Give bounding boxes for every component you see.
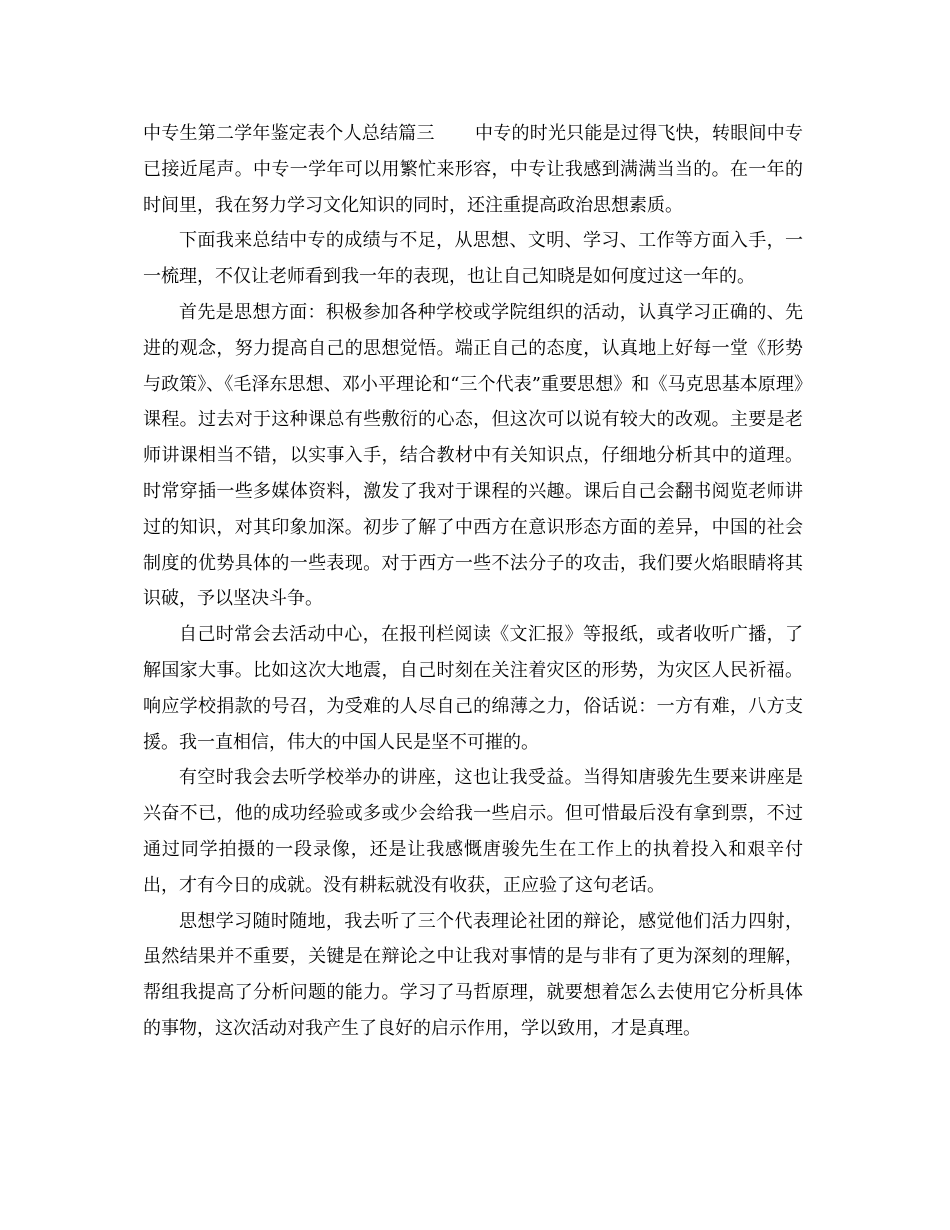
paragraph-3: 首先是思想方面：积极参加各种学校或学院组织的活动，认真学习正确的、先进的观念，努力提高自己的思想觉悟。端正自己的态度，认真地上好每一堂《形势与政策》、《毛泽东思想、邓小平理论和“三个代表”重要思想》和《马克思基本原理》课程。过去对于这种课总有些敷衍的心态，但这次可以说有较大的改观。主要是老师讲课相当不错，以实事入手，结合教材中有关知识点，仔细地分析其中的道理。时常穿插一些多媒体资料，激发了我对于课程的兴趣。课后自己会翻书阅览老师讲过的知识，对其印象加深。初步了解了中西方在意识形态方面的差异，中国的社会制度的优势具体的一些表现。对于西方一些不法分子的攻击，我们要火焰眼睛将其识破，予以坚决斗争。 bbox=[143, 301, 803, 610]
document-body bbox=[143, 116, 803, 1047]
paragraph-6: 思想学习随时随地，我去听了三个代表理论社团的辩论，感觉他们活力四射，虽然结果并不重要，关键是在辩论之中让我对事情的是与非有了更为深刻的理解，帮组我提高了分析问题的能力。学习了马哲原理，就要想着怎么去使用它分析具体的事物，这次活动对我产生了良好的启示作用，学以致用，才是真理。 bbox=[143, 910, 803, 1039]
paragraph-4: 自己时常会去活动中心，在报刊栏阅读《文汇报》等报纸，或者收听广播，了解国家大事。比如这次大地震，自己时刻在关注着灾区的形势，为灾区人民祈福。响应学校捐款的号召，为受难的人尽自己的绵薄之力，俗话说：一方有难，八方支援。我一直相信，伟大的中国人民是坚不可摧的。 bbox=[143, 624, 803, 753]
paragraph-5: 有空时我会去听学校举办的讲座，这也让我受益。当得知唐骏先生要来讲座是兴奋不已，他的成功经验或多或少会给我一些启示。但可惜最后没有拿到票，不过通过同学拍摄的一段录像，还是让我感慨唐骏先生在工作上的执着投入和艰辛付出，才有今日的成就。没有耕耘就没有收获，正应验了这句老话。 bbox=[143, 767, 803, 896]
paragraph-1-text: 中专的时光只能是过得飞快，转眼间中专已接近尾声。中专一学年可以用繁忙来形容，中专让我感到满满当当的。在一年的时间里，我在努力学习文化知识的同时，还注重提高政治思想素质。 bbox=[143, 123, 803, 216]
document-title: 中专生第二学年鉴定表个人总结篇三 bbox=[143, 123, 435, 144]
paragraph-intro bbox=[143, 116, 803, 223]
paragraph-2: 下面我来总结中专的成绩与不足，从思想、文明、学习、工作等方面入手，一一梳理，不仅让老师看到我一年的表现，也让自己知晓是如何度过这一年的。 bbox=[143, 230, 803, 288]
